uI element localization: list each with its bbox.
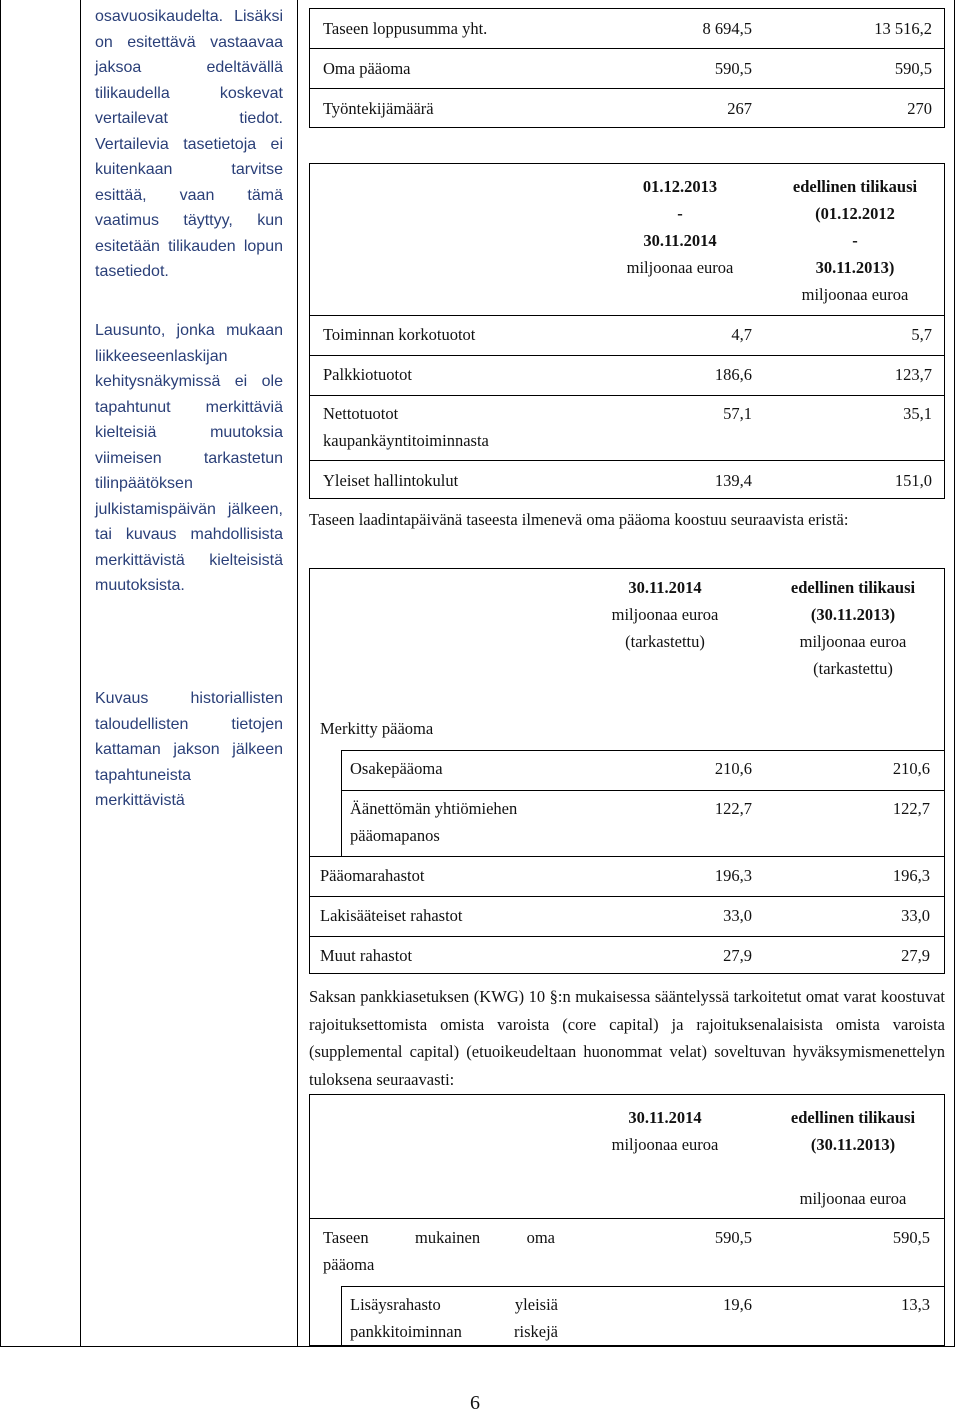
column-header-previous: miljoonaa euroa [799,632,907,651]
row-label: Lakisääteiset rahastot [320,906,463,925]
row-divider [309,936,945,937]
row-divider [341,790,945,791]
row-value: 270 [907,99,932,118]
row-label: Äänettömän yhtiömiehen [350,799,518,818]
row-value: 210,6 [892,759,930,778]
row-label: Oma pääoma [323,59,411,78]
column-header-previous: (tarkastettu) [813,659,893,678]
column-header-current: 30.11.2014 [628,578,702,597]
row-divider [309,460,945,461]
frame-divider-1 [80,0,81,1346]
row-label: Taseen loppusumma yht. [323,19,488,38]
row-value: 151,0 [894,471,932,490]
page-number: 6 [470,1392,480,1414]
row-value: 57,1 [723,404,752,423]
column-header-previous: (30.11.2013) [810,605,896,624]
row-divider [309,856,945,857]
column-header-previous: miljoonaa euroa [799,1189,907,1208]
row-divider [309,896,945,897]
row-value: 27,9 [901,946,930,965]
row-label: Toiminnan korkotuotot [323,325,476,344]
row-label: pääoma [323,1255,375,1274]
row-label: Lisäysrahasto yleisiä [350,1295,558,1314]
row-label: kaupankäyntitoiminnasta [323,431,489,450]
row-label: Palkkiotuotot [323,365,412,384]
column-header-previous: edellinen tilikausi [792,177,918,196]
row-value: 5,7 [911,325,932,344]
row-value: 122,7 [892,799,930,818]
column-header-current: 30.11.2014 [628,1108,702,1127]
frame-left-border [0,0,1,1346]
row-label: pääomapanos [350,826,440,845]
row-divider [341,750,945,751]
topic-block-1: osavuosikaudelta. Lisäksi on esitettävä vastaavaa jaksoa edeltävällä tilikaudella koskevat vertailevat tiedot. Vertailevia tasetietoja ei kuitenkaan tarvitse esittää, vaan tämä vaatimus täyttyy, kun esitetään tilikauden lopun tasetiedot. [95,8,283,280]
row-divider [309,88,945,89]
column-header-previous: miljoonaa euroa [801,285,909,304]
row-value: 186,6 [714,365,752,384]
row-value: 590,5 [714,59,752,78]
own-funds-paragraph: Saksan pankkiasetuksen (KWG) 10 §:n mukaisessa sääntelyssä tarkoitetut omat varat koostuvat rajoituksettomista omista varoista (core capital) ja rajoituksenalaisista omista varoista (supplemental capital) (etuoikeudeltaan huonommat velat) soveltuvan hyväksymismenettelyn tuloksena seuraavasti: [309,987,945,1089]
row-value: 13 516,2 [874,19,932,38]
row-value: 8 694,5 [702,19,752,38]
row-value: 13,3 [901,1295,930,1314]
row-value: 123,7 [894,365,932,384]
column-header-current: 01.12.2013 [642,177,718,196]
row-divider [341,1286,945,1287]
row-value: 196,3 [714,866,752,885]
column-header-current: - [677,204,683,223]
frame-divider-2 [297,0,298,1346]
row-value: 196,3 [892,866,930,885]
row-value: 122,7 [714,799,752,818]
frame-right-border [954,0,955,1346]
equity-intro-paragraph: Taseen laadintapäivänä taseesta ilmenevä oma pääoma koostuu seuraavista eristä: [309,510,849,529]
row-value: 590,5 [714,1228,752,1247]
indent-border [341,750,342,856]
row-value: 590,5 [892,1228,930,1247]
row-value: 267 [727,99,752,118]
row-divider [309,1218,945,1219]
column-header-previous: - [852,231,858,250]
column-header-previous: edellinen tilikausi [790,1108,916,1127]
row-label: pankkitoiminnan riskejä [350,1322,558,1341]
row-label: Osakepääoma [350,759,443,778]
row-value: 33,0 [723,906,752,925]
row-value: 19,6 [723,1295,752,1314]
topic-block-2: Lausunto, jonka mukaan liikkeeseenlaskijan kehitysnäkymissä ei ole tapahtunut merkittäviä kielteisiä muutoksia viimeisen tarkastetun tilinpäätöksen julkistamispäivän jälkeen, tai kuvaus mahdollisista merkittävistä kielteisistä muutoksista. [95,322,283,594]
row-value: 33,0 [901,906,930,925]
row-label: Taseen mukainen oma [323,1228,555,1247]
topic-block-3: Kuvaus historiallisten taloudellisten tietojen kattaman jakson jälkeen tapahtuneista merkittävistä [95,690,283,809]
indent-border [341,1286,342,1346]
row-label: Pääomarahastot [320,866,425,885]
column-header-current: miljoonaa euroa [611,605,719,624]
column-header-previous: (01.12.2012 [815,204,895,223]
column-header-previous: 30.11.2013) [815,258,895,277]
row-label: Muut rahastot [320,946,413,965]
row-value: 139,4 [714,471,752,490]
column-header-previous: edellinen tilikausi [790,578,916,597]
column-header-previous: (30.11.2013) [810,1135,896,1154]
column-header-current: (tarkastettu) [625,632,705,651]
section-label: Merkitty pääoma [320,719,434,738]
column-header-current: miljoonaa euroa [626,258,734,277]
row-label: Nettotuotot [323,404,399,423]
row-divider [309,355,945,356]
row-label: Työntekijämäärä [323,99,434,118]
row-value: 590,5 [894,59,932,78]
row-value: 35,1 [903,404,932,423]
row-divider [309,48,945,49]
row-value: 210,6 [714,759,752,778]
column-header-current: miljoonaa euroa [611,1135,719,1154]
column-header-current: 30.11.2014 [643,231,717,250]
row-divider [309,315,945,316]
row-value: 27,9 [723,946,752,965]
row-value: 4,7 [731,325,752,344]
row-label: Yleiset hallintokulut [323,471,459,490]
row-divider [309,395,945,396]
